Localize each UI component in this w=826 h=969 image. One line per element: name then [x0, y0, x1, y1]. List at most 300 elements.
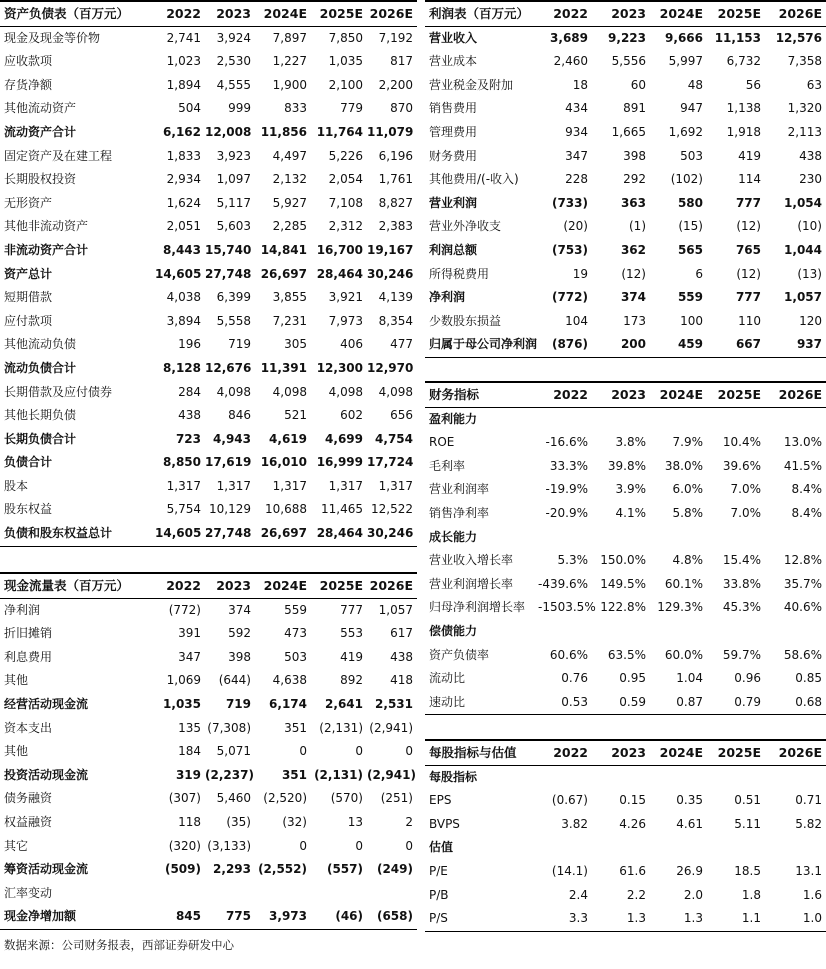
- column-header: 2024E: [659, 387, 703, 402]
- cell-value: 16,999: [316, 455, 363, 470]
- cell-value: 1,317: [328, 478, 363, 493]
- row-label: EPS: [429, 793, 452, 808]
- cell-value: 2.0: [683, 887, 703, 902]
- cell-value: 104: [565, 313, 588, 328]
- cell-value: 26,697: [260, 526, 307, 541]
- row-label: 每股指标: [429, 769, 478, 784]
- cell-value: 777: [340, 602, 363, 617]
- table-row: [425, 549, 826, 573]
- table-row: [425, 215, 826, 239]
- cell-value: [592, 526, 650, 550]
- row-label: 营业利润: [429, 195, 478, 210]
- table-title: 利润表（百万元）: [429, 6, 530, 21]
- cell-value: 11,465: [321, 502, 363, 517]
- cell-value: 1,918: [726, 124, 761, 139]
- cell-value: 7.9%: [672, 435, 703, 450]
- cell-value: 15.4%: [722, 553, 761, 568]
- cell-value: 1.0: [802, 911, 822, 926]
- cell-value: 438: [178, 408, 201, 423]
- table-row: [0, 598, 417, 622]
- row-label: 汇率变动: [4, 885, 53, 900]
- financial-indicators-table: [425, 381, 826, 715]
- cell-value: 1,317: [166, 478, 201, 493]
- cell-value: 5.11: [734, 816, 761, 831]
- cell-value: 363: [620, 195, 646, 210]
- column-header: 2022: [553, 6, 588, 21]
- cell-value: 1,227: [272, 54, 307, 69]
- cell-value: 2,934: [166, 172, 201, 187]
- row-label: ROE: [429, 435, 455, 450]
- table-row: [0, 858, 417, 882]
- cell-value: 200: [620, 337, 646, 352]
- cell-value: (2,941): [367, 767, 416, 782]
- cell-value: 284: [178, 384, 201, 399]
- cell-value: 892: [340, 673, 363, 688]
- cell-value: 362: [620, 242, 646, 257]
- cell-value: 1,692: [668, 124, 703, 139]
- column-header: 2025E: [319, 578, 363, 593]
- cell-value: 14,605: [155, 266, 202, 281]
- cell-value: 58.6%: [783, 647, 822, 662]
- cell-value: 6: [695, 266, 703, 281]
- cell-value: 12,576: [775, 30, 822, 45]
- cell-value: 374: [228, 602, 251, 617]
- cell-value: 6.0%: [672, 482, 703, 497]
- cell-value: 3,894: [166, 313, 201, 328]
- table-header-row: [0, 573, 417, 598]
- table-row: [0, 622, 417, 646]
- cell-value: 60: [630, 77, 646, 92]
- cell-value: (772): [168, 602, 201, 617]
- column-header: 2024E: [263, 6, 307, 21]
- cell-value: 6,196: [378, 148, 413, 163]
- cell-value: 10,688: [265, 502, 307, 517]
- row-label: 长期股权投资: [4, 172, 77, 187]
- cell-value: (102): [670, 172, 703, 187]
- cell-value: 3,973: [269, 909, 307, 924]
- cell-value: 667: [735, 337, 761, 352]
- cell-value: 28,464: [316, 526, 363, 541]
- row-label: 短期借款: [4, 290, 53, 305]
- cell-value: 6,399: [216, 290, 251, 305]
- table-row: [425, 596, 826, 620]
- cell-value: 13.0%: [783, 435, 822, 450]
- table-row: [0, 669, 417, 693]
- cell-value: 845: [175, 909, 201, 924]
- cell-value: 27,748: [205, 526, 252, 541]
- cell-value: 817: [390, 54, 413, 69]
- cell-value: 41.5%: [783, 458, 822, 473]
- table-header-row: [425, 1, 826, 26]
- cell-value: (2,552): [258, 862, 307, 877]
- table-row: [425, 239, 826, 263]
- cell-value: 59.7%: [722, 647, 761, 662]
- row-label: 净利润: [429, 290, 466, 305]
- column-header: 2026E: [778, 745, 822, 760]
- cell-value: (570): [330, 791, 363, 806]
- cell-value: [650, 620, 707, 644]
- column-header: 2025E: [717, 745, 761, 760]
- cell-value: 11,391: [260, 360, 307, 375]
- cell-value: 521: [284, 408, 307, 423]
- cell-value: 11,153: [714, 30, 761, 45]
- table-row: [425, 168, 826, 192]
- table-row: [0, 192, 417, 216]
- cell-value: 347: [178, 649, 201, 664]
- cell-value: 2.4: [568, 887, 588, 902]
- cell-value: 3,921: [328, 290, 363, 305]
- cell-value: 33.3%: [549, 458, 588, 473]
- row-label: 营业收入增长率: [429, 553, 514, 568]
- cell-value: [765, 526, 826, 550]
- table-row: [425, 263, 826, 287]
- cell-value: 934: [565, 124, 588, 139]
- cell-value: [205, 882, 255, 906]
- table-row: [425, 74, 826, 98]
- cell-value: 15,740: [205, 242, 252, 257]
- row-label: 现金及现金等价物: [4, 30, 101, 45]
- cell-value: 149.5%: [600, 576, 646, 591]
- cell-value: 719: [225, 696, 251, 711]
- cell-value: 438: [799, 148, 822, 163]
- table-row: [0, 905, 417, 929]
- cell-value: 2,293: [213, 862, 251, 877]
- cell-value: -20.9%: [545, 505, 588, 520]
- cell-value: [650, 765, 707, 789]
- cell-value: (14.1): [551, 863, 588, 878]
- cell-value: 391: [178, 626, 201, 641]
- cell-value: 617: [390, 626, 413, 641]
- income-statement-table: [425, 0, 826, 358]
- cell-value: 2,641: [325, 696, 363, 711]
- table-row: [0, 717, 417, 741]
- row-label: 少数股东损益: [429, 313, 502, 328]
- section-row: [425, 836, 826, 860]
- row-label: 销售净利率: [429, 505, 490, 520]
- cell-value: 12,970: [367, 360, 414, 375]
- cell-value: 100: [680, 313, 703, 328]
- cell-value: 7,192: [378, 30, 413, 45]
- cell-value: 4.1%: [615, 505, 646, 520]
- cell-value: (557): [326, 862, 363, 877]
- cell-value: [765, 620, 826, 644]
- cell-value: 12.8%: [783, 553, 822, 568]
- cell-value: 11,856: [260, 124, 307, 139]
- table-row: [425, 573, 826, 597]
- cell-value: 0.53: [561, 694, 588, 709]
- table-row: [0, 475, 417, 499]
- column-header: 2024E: [659, 6, 703, 21]
- cell-value: 0: [299, 744, 307, 759]
- cell-value: [707, 407, 765, 431]
- cell-value: (320): [168, 838, 201, 853]
- cell-value: 11,764: [316, 124, 363, 139]
- cell-value: 0.51: [734, 793, 761, 808]
- cell-value: 602: [340, 408, 363, 423]
- table-row: [0, 451, 417, 475]
- cell-value: 7,850: [328, 30, 363, 45]
- row-label: 固定资产及在建工程: [4, 148, 113, 163]
- cell-value: [367, 882, 417, 906]
- table-row: [425, 26, 826, 50]
- table-title: 资产负债表（百万元）: [4, 6, 130, 21]
- column-header: 2023: [611, 745, 646, 760]
- cell-value: 305: [284, 337, 307, 352]
- column-header: 2024E: [659, 745, 703, 760]
- cell-value: (12): [736, 219, 761, 234]
- table-row: [0, 357, 417, 381]
- cell-value: 0.87: [676, 694, 703, 709]
- column-header: 2026E: [369, 578, 413, 593]
- table-row: [425, 813, 826, 837]
- cell-value: 5,071: [216, 744, 251, 759]
- cell-value: [592, 620, 650, 644]
- cell-value: 12,522: [371, 502, 413, 517]
- cell-value: [538, 407, 592, 431]
- table-row: [0, 310, 417, 334]
- row-label: 存货净额: [4, 77, 53, 92]
- row-label: 营业成本: [429, 54, 478, 69]
- cell-value: (12): [621, 266, 646, 281]
- cell-value: 11,079: [367, 124, 414, 139]
- cell-value: 7,897: [272, 30, 307, 45]
- row-label: BVPS: [429, 816, 460, 831]
- table-row: [0, 693, 417, 717]
- cell-value: 0: [405, 744, 413, 759]
- cell-value: 0.15: [619, 793, 646, 808]
- cell-value: [538, 620, 592, 644]
- cell-value: (753): [551, 242, 588, 257]
- cell-value: 418: [390, 673, 413, 688]
- cell-value: 35.7%: [783, 576, 822, 591]
- table-row: [425, 192, 826, 216]
- cell-value: (3,133): [207, 838, 251, 853]
- column-header: 2023: [611, 6, 646, 21]
- cell-value: 2,200: [378, 77, 413, 92]
- cell-value: 3,924: [216, 30, 251, 45]
- table-row: [0, 74, 417, 98]
- cell-value: 173: [623, 313, 646, 328]
- cell-value: 1,761: [378, 172, 413, 187]
- table-row: [0, 121, 417, 145]
- cell-value: 419: [340, 649, 363, 664]
- cell-value: (658): [376, 909, 413, 924]
- cell-value: 723: [175, 431, 201, 446]
- cell-value: 999: [228, 101, 251, 116]
- cell-value: 846: [228, 408, 251, 423]
- row-label: 毛利率: [429, 458, 466, 473]
- table-row: [0, 239, 417, 263]
- cell-value: 292: [623, 172, 646, 187]
- per-share-valuation-table: [425, 739, 826, 932]
- row-label: 营业税金及附加: [429, 77, 514, 92]
- cell-value: [592, 765, 650, 789]
- cell-value: 45.3%: [722, 600, 761, 615]
- section-row: [425, 407, 826, 431]
- cell-value: 18: [572, 77, 588, 92]
- cell-value: 5,117: [216, 195, 251, 210]
- cell-value: 891: [623, 101, 646, 116]
- row-label: 债务融资: [4, 791, 53, 806]
- cash-flow-table: [0, 572, 417, 930]
- column-header: 2022: [166, 578, 201, 593]
- cell-value: 8,827: [378, 195, 413, 210]
- cell-value: 438: [390, 649, 413, 664]
- table-row: [0, 333, 417, 357]
- cell-value: (307): [168, 791, 201, 806]
- cell-value: 559: [677, 290, 703, 305]
- cell-value: [707, 620, 765, 644]
- cell-value: 4,098: [272, 384, 307, 399]
- row-label: 营业利润增长率: [429, 576, 514, 591]
- cell-value: 1.6: [802, 887, 822, 902]
- cell-value: (2,520): [263, 791, 307, 806]
- table-row: [0, 882, 417, 906]
- cell-value: (644): [218, 673, 251, 688]
- row-label: 归母净利润增长率: [429, 600, 526, 615]
- cell-value: 765: [735, 242, 761, 257]
- cell-value: 12,300: [316, 360, 363, 375]
- column-header: 2025E: [717, 387, 761, 402]
- cell-value: 5,460: [216, 791, 251, 806]
- cell-value: 777: [735, 290, 761, 305]
- cell-value: 184: [178, 744, 201, 759]
- row-label: 归属于母公司净利润: [429, 337, 538, 352]
- cell-value: 30,246: [367, 526, 414, 541]
- cell-value: 1,320: [787, 101, 822, 116]
- table-row: [0, 646, 417, 670]
- cell-value: [765, 836, 826, 860]
- row-label: P/B: [429, 887, 449, 902]
- cell-value: 4,619: [269, 431, 307, 446]
- cell-value: 48: [687, 77, 703, 92]
- cell-value: 8.4%: [791, 482, 822, 497]
- cell-value: 351: [281, 767, 307, 782]
- cell-value: 1,894: [166, 77, 201, 92]
- cell-value: (733): [551, 195, 588, 210]
- row-label: 利息费用: [4, 649, 53, 664]
- column-header: 2023: [216, 578, 251, 593]
- table-row: [0, 215, 417, 239]
- cell-value: 122.8%: [600, 600, 646, 615]
- table-row: [0, 404, 417, 428]
- cell-value: 0: [355, 744, 363, 759]
- table-row: [0, 764, 417, 788]
- cell-value: 870: [390, 101, 413, 116]
- cell-value: 12,008: [205, 124, 252, 139]
- cell-value: 406: [340, 337, 363, 352]
- cell-value: 4,638: [272, 673, 307, 688]
- cell-value: 1,057: [784, 290, 822, 305]
- cell-value: 17,724: [367, 455, 414, 470]
- cell-value: 4,098: [378, 384, 413, 399]
- cell-value: 150.0%: [600, 553, 646, 568]
- cell-value: 10,129: [209, 502, 251, 517]
- row-label: P/E: [429, 863, 448, 878]
- cell-value: 2,383: [378, 219, 413, 234]
- cell-value: 5,556: [611, 54, 646, 69]
- row-label: 其他长期负债: [4, 408, 77, 423]
- cell-value: (0.67): [551, 793, 588, 808]
- row-label: P/S: [429, 911, 448, 926]
- table-row: [425, 502, 826, 526]
- cell-value: 2,312: [328, 219, 363, 234]
- cell-value: 2,051: [166, 219, 201, 234]
- cell-value: 7,358: [787, 54, 822, 69]
- cell-value: 1,054: [784, 195, 822, 210]
- row-label: 资产总计: [4, 266, 53, 281]
- section-row: [425, 526, 826, 550]
- cell-value: (32): [282, 814, 307, 829]
- cell-value: (20): [563, 219, 588, 234]
- cell-value: 7.0%: [730, 482, 761, 497]
- row-label: 负债和股东权益总计: [4, 526, 113, 541]
- cell-value: 60.0%: [664, 647, 703, 662]
- cell-value: 1,035: [328, 54, 363, 69]
- row-label: 营业外净收支: [429, 219, 502, 234]
- cell-value: 13.1: [795, 863, 822, 878]
- row-label: 应付款项: [4, 313, 53, 328]
- cell-value: (251): [380, 791, 413, 806]
- cell-value: 5,603: [216, 219, 251, 234]
- cell-value: 6,732: [726, 54, 761, 69]
- cell-value: 1,317: [378, 478, 413, 493]
- cell-value: 40.6%: [783, 600, 822, 615]
- row-label: 偿债能力: [429, 623, 478, 638]
- cell-value: [592, 407, 650, 431]
- table-row: [425, 310, 826, 334]
- cell-value: 2,460: [553, 54, 588, 69]
- table-row: [0, 381, 417, 405]
- cell-value: 4.61: [676, 816, 703, 831]
- row-label: 财务费用: [429, 148, 478, 163]
- column-header: 2022: [553, 745, 588, 760]
- cell-value: 4,497: [272, 148, 307, 163]
- row-label: 资本支出: [4, 720, 53, 735]
- table-row: [425, 478, 826, 502]
- column-header: 2024E: [263, 578, 307, 593]
- cell-value: 1.3: [683, 911, 703, 926]
- cell-value: (35): [226, 814, 251, 829]
- table-row: [425, 860, 826, 884]
- cell-value: 1,138: [726, 101, 761, 116]
- row-label: 流动资产合计: [4, 124, 77, 139]
- cell-value: -16.6%: [545, 435, 588, 450]
- column-header: 2026E: [778, 6, 822, 21]
- row-label: 销售费用: [429, 101, 478, 116]
- cell-value: 1,023: [166, 54, 201, 69]
- cell-value: 1.1: [741, 911, 761, 926]
- row-label: 管理费用: [429, 124, 478, 139]
- cell-value: 110: [738, 313, 761, 328]
- row-label: 无形资产: [4, 195, 53, 210]
- table-row: [425, 455, 826, 479]
- cell-value: 9,666: [665, 30, 703, 45]
- cell-value: 5,754: [166, 502, 201, 517]
- cell-value: 553: [340, 626, 363, 641]
- table-row: [425, 907, 826, 931]
- cell-value: (13): [797, 266, 822, 281]
- section-row: [425, 765, 826, 789]
- cell-value: 1,317: [216, 478, 251, 493]
- cell-value: 319: [175, 767, 201, 782]
- table-row: [425, 431, 826, 455]
- column-header: 2026E: [778, 387, 822, 402]
- cell-value: (10): [797, 219, 822, 234]
- cell-value: 26.9: [676, 863, 703, 878]
- cell-value: 26,697: [260, 266, 307, 281]
- cell-value: 8,128: [163, 360, 201, 375]
